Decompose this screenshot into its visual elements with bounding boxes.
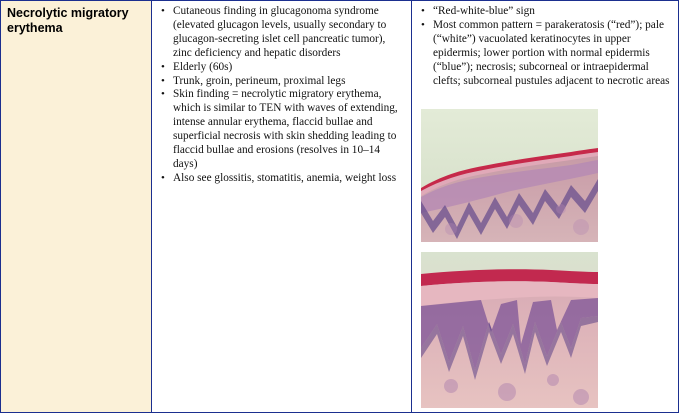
clinical-item-associated-signs: • Also see glossitis, stomatitis, anemia, weight loss: [160, 172, 405, 186]
histology-list: [420, 5, 672, 88]
histology-item-pattern: • Most common pattern = parakeratosis (“red”); pale (“white”) vacuolated keratinocytes in upper epidermis; lower portion with normal epidermis (“blue”); necrosis; subcorneal or intraepidermal clefts; subcorneal pustules adjacent to necrotic areas: [420, 19, 672, 89]
micrograph-high-power: [421, 252, 598, 408]
clinical-features-cell: [152, 1, 412, 412]
clinical-item-age: • Elderly (60s): [160, 61, 405, 75]
micrograph-low-power: [421, 109, 598, 242]
clinical-features-list: [160, 5, 405, 186]
histology-item-sign: • “Red-white-blue” sign: [420, 5, 672, 19]
clinical-item-location: • Trunk, groin, perineum, proximal legs: [160, 75, 405, 89]
clinical-item-skin-finding: • Skin finding = necrolytic migratory erythema, which is similar to TEN with waves of extending, intense annular erythema, flaccid bullae and superficial necrosis with skin shedding leading to flaccid bullae and erosions (resolves in 10–14 days): [160, 88, 405, 171]
clinical-item-association: • Cutaneous finding in glucagonoma syndrome (elevated glucagon levels, usually secondary to glucagon-secreting islet cell pancreatic tumor), zinc deficiency and hepatic disorders: [160, 5, 405, 61]
entry-title-cell: [1, 1, 152, 412]
entry-title: Necrolytic migratory erythema: [7, 6, 129, 35]
histology-cell: [412, 1, 678, 412]
